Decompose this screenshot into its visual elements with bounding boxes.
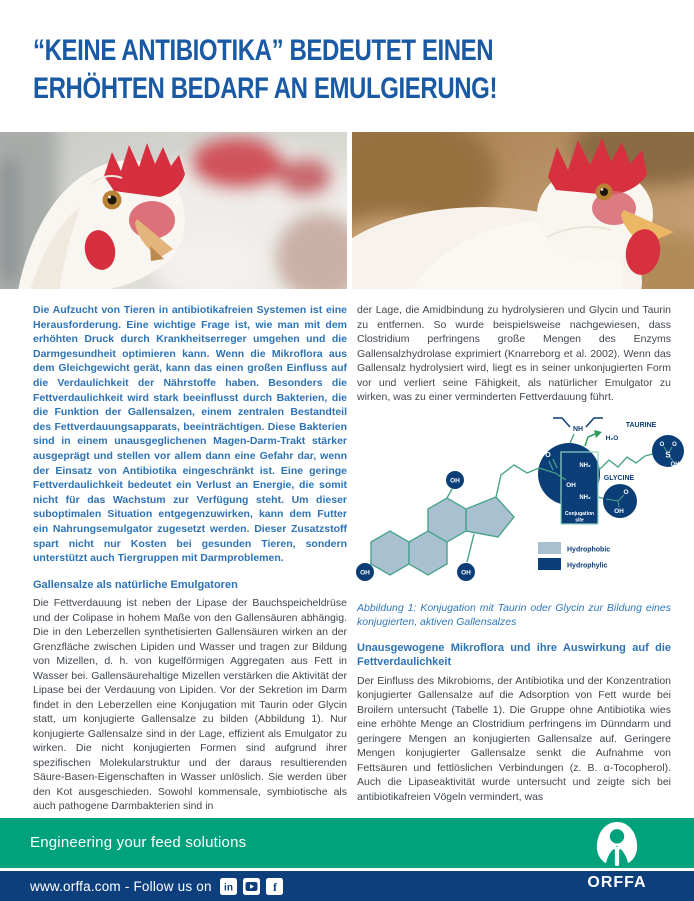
h2o-arrow-icon	[585, 434, 595, 446]
linkedin-icon[interactable]	[220, 878, 237, 895]
taurine-group	[626, 422, 684, 468]
nh2-label: NH₂	[579, 462, 591, 469]
photo-chicken-left	[0, 132, 347, 289]
orffa-logo-text: ORFFA	[587, 874, 647, 891]
svg-text:f: f	[272, 879, 277, 894]
legend-hydrophobic-label: Hydrophobic	[567, 546, 611, 553]
amide-group	[553, 418, 618, 446]
chicken-photo-left-illustration	[0, 132, 347, 289]
chicken-photo-right-illustration	[352, 132, 694, 289]
page-title-line2: ERHÖHTEN BEDARF AN EMULGIERUNG!	[33, 72, 498, 105]
footer-tagline: Engineering your feed solutions	[30, 834, 247, 851]
oh-label: OH	[360, 569, 370, 576]
figure-1-diagram	[357, 411, 680, 597]
youtube-icon[interactable]	[243, 878, 260, 895]
facebook-icon[interactable]	[266, 878, 283, 895]
orffa-logo-icon	[594, 821, 640, 867]
bile-salt-conjugation-diagram	[356, 411, 686, 596]
left-body-paragraph: Die Fettverdauung ist neben der Lipase der Bauchspeicheldrüse und der Colipase in hohem Maße von den Gallensäuren abhängig. Die in den Leberzellen synthetisierten Gallensäuren wirken an der Grenzfläche zwischen Lipiden und Wasser und tragen zur Bildung von Mizellen, d. h. von kugelförmigen Aggregaten aus Fett in Wasser bei. Gallensäurehaltige Mizellen verstärken die Aktivität der Lipase bei der Verdauung von Lipiden. Vor der Sekretion im Darm findet in den Leberzellen eine Konjugation mit Taurin oder Glycin statt, um konjugierte Gallensalze zu bilden (Abbildung 1). Nur konjugierte Gallensalze sind in der Lage, effizient als Emulgator zu wirken. Die nicht konjugierten Formen sind aufgrund ihrer spezifischen Molekularstruktur und der daraus resultierenden Säure-Basen-Eigenschaften in Wasser unlöslich. Sie werden über den Kot ausgeschieden. Sowohl kommensale, symbiotische als auch pathogene Darmbakterien sind in	[33, 597, 347, 813]
subhead-mikroflora: Unausgewogene Mikroflora und ihre Auswirkung auf die Fettverdaulichkeit	[357, 641, 671, 668]
o-label: O	[672, 441, 677, 448]
orffa-logo	[572, 821, 662, 891]
oh-label: OH	[450, 477, 460, 484]
o-label: O	[545, 451, 551, 459]
nh-label: NH	[572, 425, 584, 433]
glycine-group	[603, 475, 637, 518]
column-right	[357, 303, 680, 804]
column-left	[33, 303, 347, 814]
photo-chicken-right	[352, 132, 694, 289]
conjugation-site-label: site	[575, 517, 584, 523]
legend-hydrophylic-label: Hydrophylic	[567, 562, 608, 569]
website-link[interactable]: www.orffa.com - Follow us on	[30, 878, 212, 894]
page-title	[33, 32, 657, 108]
o-label: O	[659, 441, 665, 448]
oh-label: OH	[670, 461, 680, 468]
nh2-label: NH₂	[579, 494, 591, 501]
page-title-line1: “KEINE ANTIBIOTIKA” BEDEUTET EINEN	[33, 34, 494, 67]
oh-label: OH	[461, 569, 471, 576]
glycine-label: GLYCINE	[603, 474, 635, 482]
right-body-bottom-paragraph: Der Einfluss des Mikrobioms, der Antibiotika und der Konzentration konjugierter Gallensalze auf die Adsorption von Fett wurde bei Broilern untersucht (Tabelle 1). Die Gruppe ohne Antibiotika wies eine erhöhte Menge an Clostridium perfringens im Dünndarm und geringere Mengen an konjugierten Gallensalze auf. Geringere Mengen konjugierter Gallensalze senkt die Aufnahme von Fettsäuren und fettlöslichen Verbindungen (z. B. α-Tocopherol). Auch die Lipaseaktivität wurde untersucht und zeigte sich bei antibiotikafreien Vögeln vermindert, was	[357, 674, 671, 803]
o-label: O	[623, 488, 629, 496]
oh-label: OH	[566, 481, 576, 489]
h2o-label: H₂O	[605, 434, 619, 442]
right-body-top-paragraph: der Lage, die Amidbindung zu hydrolysieren und Glycin und Taurin zu entfernen. So wurde beispielsweise nachgewiesen, dass Clostridium perfringens große Mengen des Enzyms Gallensalzhydrolase exprimiert (Knarreborg et al. 2002). Wenn das Gallensalz hydrolysiert wird, liegt es in seiner unkonjugierten Form vor und verliert seine Fähigkeit, als natürlicher Emulgator zu wirken, was zu einer verminderten Fettverdauung führt.	[357, 304, 671, 403]
taurine-label: TAURINE	[625, 421, 657, 429]
conjugation-head	[538, 443, 600, 524]
legend-swatch-hydrophylic	[538, 558, 561, 570]
svg-text:in: in	[223, 882, 233, 893]
s-label: S	[665, 450, 671, 459]
conjugation-site-label: Conjugation	[564, 510, 595, 517]
steroid-rings	[371, 497, 514, 575]
social-icons	[220, 878, 283, 895]
oh-label: OH	[614, 507, 624, 515]
intro-paragraph: Die Aufzucht von Tieren in antibiotikafreien Systemen ist eine Herausforderung. Eine wichtige Frage ist, wie man mit dem erhöhten Druck durch Krankheitserreger umgehen und die Darmgesundheit optimieren kann. Wenn die Mikroflora aus dem Gleichgewicht gerät, kann das einen großen Einfluss auf die Verdaulichkeit der Nährstoffe haben. Besonders die Fettverdaulichkeit wird stark beeinflusst durch Bakterien, die die Funktion der Gallensalzen, einem zentralen Bestandteil des Fettverdauungsapparats, beeinträchtigen. Diese Bakterien sind in einem unausgeglichenen Magen-Darm-Trakt stärker ausgeprägt und stellen vor allem dann eine Gefahr dar, wenn der Einsatz von Antibiotika eingeschränkt ist. Eine geringe Fettverdaulichkeit bedeutet ein Verlust an Energie, die somit nicht für das Wachstum zur Verfügung steht. Um dieser suboptimalen Situation entgegenzuwirken, kann dem Futter ein Nahrungsemulgator zugesetzt werden. Dieser Zusatzstoff spart nicht nur Kosten bei gesunden Tieren, sondern unterstützt auch Tiergruppen mit Darmproblemen.	[33, 304, 347, 565]
legend-swatch-hydrophobic	[538, 542, 561, 554]
figure-legend	[538, 542, 610, 570]
figure-1-caption: Abbildung 1: Konjugation mit Taurin oder Glycin zur Bildung eines konjugierten, aktiven Gallensalzes	[357, 601, 671, 628]
subhead-gallensalze: Gallensalze als natürliche Emulgatoren	[33, 578, 238, 591]
